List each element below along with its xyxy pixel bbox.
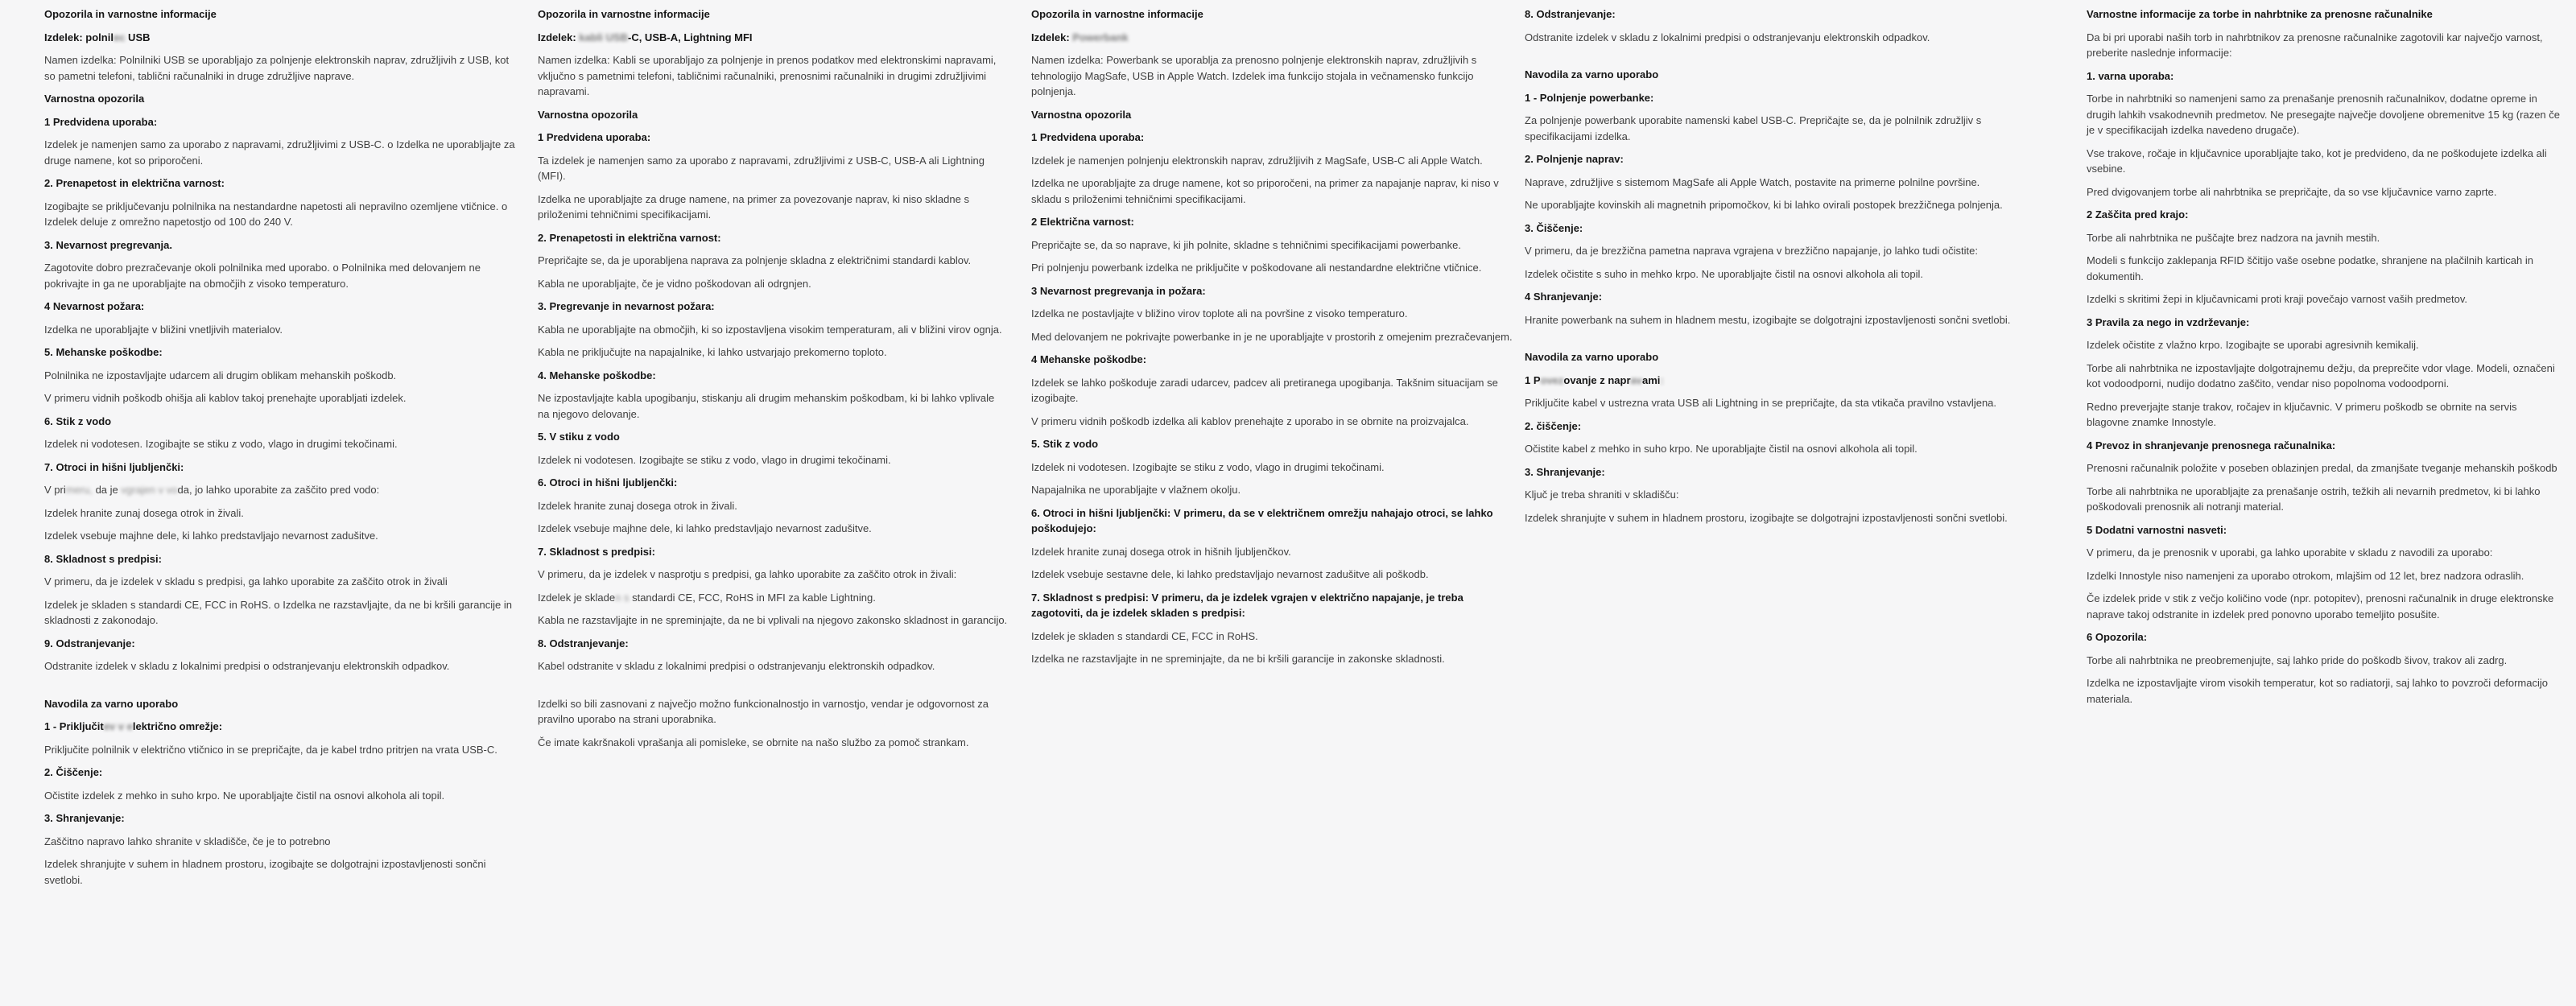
paragraph: Izdelek vsebuje majhne dele, ki lahko predstavljajo nevarnost zadušitve. <box>44 530 378 542</box>
section-heading: 2 Električna varnost: <box>1031 216 1134 228</box>
section-heading: 3. Pregrevanje in nevarnost požara: <box>538 300 715 312</box>
paragraph: V primeru, da je izdelek v skladu s predpisi, ga lahko uporabite za zaščito otrok in živali <box>44 575 448 588</box>
paragraph: V primeru, da je izdelek v nasprotju s predpisi, ga lahko uporabite za zaščito otrok in živali: <box>538 568 957 580</box>
section-heading: Navodila za varno uporabo <box>44 697 179 710</box>
section-heading: Varnostne informacije za torbe in nahrbtnike za prenosne računalnike <box>2087 8 2433 20</box>
faded-text: ev v e <box>103 720 133 732</box>
paragraph: Torbe ali nahrbtnika ne uporabljajte za prenašanje ostrih, težkih ali nevarnih predmetov, ki bi lahko poškodovali prenosnik ali notranji material. <box>2087 484 2541 513</box>
paragraph: Izdelek shranjujte v suhem in hladnem prostoru, izogibajte se dolgotrajni izpostavljenosti sončni svetlobi. <box>44 858 486 886</box>
section-heading: 5. Stik z vodo <box>1031 438 1099 450</box>
section-heading: Varnostna opozorila <box>538 108 638 121</box>
paragraph: Torbe ali nahrbtnika ne puščajte brez nadzora na javnih mestih. <box>2087 231 2380 244</box>
paragraph: V primeru, da je prenosnik v uporabi, ga lahko uporabite v skladu z navodili za uporabo: <box>2087 546 2493 559</box>
paragraph: Prepričajte se, da je uporabljena naprava za polnjenje skladna z električnimi standardi kablov. <box>538 254 972 266</box>
paragraph: Pri polnjenju powerbank izdelka ne priključite v poškodovane ali nestandardne električne vtičnice. <box>1031 262 1482 274</box>
column-polnilec-usb <box>44 6 515 895</box>
paragraph: Zagotovite dobro prezračevanje okoli polnilnika med uporabo. o Polnilnika med delovanjem ne pokrivajte in ga ne uporabljajte na območjih z visoko temperaturo. <box>44 262 481 290</box>
section-heading: 3. Čiščenje: <box>1525 221 1583 234</box>
faded-text: : <box>1660 373 1664 386</box>
section-heading: 1. varna uporaba: <box>2087 69 2174 82</box>
paragraph: Izdelek je skladen s standardi CE, FCC, RoHS in MFI za kable Lightning. <box>538 591 876 604</box>
section-heading: 6 Opozorila: <box>2087 631 2148 643</box>
paragraph: Redno preverjajte stanje trakov, ročajev in ključavnic. V primeru poškodb se obrnite na servis blagovne znamke Innostyle. <box>2087 400 2517 428</box>
paragraph: Če izdelek pride v stik z večjo količino vode (npr. potopitev), prenosni računalnik in druge elektronske naprave takoj odstranite in izdelek pred ponovno uporabo temeljito posušite. <box>2087 592 2554 621</box>
paragraph: Izdelek vsebuje sestavne dele, ki lahko predstavljajo nevarnost zadušitve ali poškodb. <box>1031 568 1429 580</box>
paragraph: Med delovanjem ne pokrivajte powerbanke in je ne uporabljajte v prostorih z omejenim prezračevanjem. <box>1031 330 1513 343</box>
section-heading: 7. Otroci in hišni ljubljenčki: <box>44 460 184 473</box>
spacer <box>44 682 515 696</box>
paragraph: Prenosni računalnik položite v poseben oblazinjen predal, da zmanjšate tveganje mehanskih poškodb <box>2087 462 2557 474</box>
paragraph: Očistite kabel z mehko in suho krpo. Ne uporabljajte čistil na osnovi alkohola ali topil. <box>1525 443 1918 455</box>
column-torbe-nahrbtniki <box>2087 6 2562 714</box>
paragraph: Izdelek hranite zunaj dosega otrok in živali. <box>44 506 244 519</box>
section-heading: 3 Pravila za nego in vzdrževanje: <box>2087 315 2250 328</box>
paragraph: V primeru, da je brezžična pametna naprava vgrajena v brezžično napajanje, jo lahko tudi očistite: <box>1525 245 1978 257</box>
paragraph: Izdelek se lahko poškoduje zaradi udarcev, padcev ali pretiranega upogibanja. Takšnim situacijam se izogibajte. <box>1031 376 1498 404</box>
section-heading: Varnostna opozorila <box>44 93 145 105</box>
paragraph: Prepričajte se, da so naprave, ki jih polnite, skladne s tehničnimi specifikacijami powerbanke. <box>1031 238 1461 251</box>
paragraph: Kabel odstranite v skladu z lokalnimi predpisi o odstranjevanju elektronskih odpadkov. <box>538 660 935 672</box>
section-heading: 6. Stik z vodo <box>44 414 112 427</box>
section-heading: 4 Mehanske poškodbe: <box>1031 353 1147 365</box>
paragraph: Namen izdelka: Kabli se uporabljajo za polnjenje in prenos podatkov med elektronskimi napravami, vključno s pametnimi telefoni, tabličnimi računalniki, prenosnimi računalniki in drugimi združljivimi napravami. <box>538 54 997 97</box>
section-heading: 6. Otroci in hišni ljubljenčki: V primeru, da se v električnem omrežju nahajajo otroci, se lahko poškodujejo: <box>1031 506 1493 534</box>
paragraph: Kabla ne priključujte na napajalnike, ki lahko ustvarjajo prekomerno toploto. <box>538 346 887 358</box>
section-heading: 2 Zaščita pred krajo: <box>2087 208 2189 221</box>
paragraph: Izdelek očistite s suho in mehko krpo. Ne uporabljajte čistil na osnovi alkohola ali topil. <box>1525 267 1923 280</box>
paragraph: Kabla ne uporabljajte na območjih, ki so izpostavljena visokim temperaturam, ali v bližini virov ognja. <box>538 323 1002 336</box>
section-heading: 2. Čiščenje: <box>44 766 103 778</box>
paragraph: Za polnjenje powerbank uporabite namenski kabel USB-C. Prepričajte se, da je polnilnik združljiv s specifikacijami izdelka. <box>1525 114 1982 142</box>
section-heading: 3. Shranjevanje: <box>44 812 125 824</box>
paragraph: Odstranite izdelek v skladu z lokalnimi predpisi o odstranjevanju elektronskih odpadkov. <box>44 660 450 672</box>
section-heading: 7. Skladnost s predpisi: V primeru, da je izdelek vgrajen v električno napajanje, je treba zagotoviti, da je izdelek skladen s predpisi: <box>1031 591 1463 619</box>
paragraph: Zaščitno napravo lahko shranite v skladišče, če je to potrebno <box>44 835 331 847</box>
section-heading: 2. čiščenje: <box>1525 419 1582 432</box>
paragraph: Polnilnika ne izpostavljajte udarcem ali drugim oblikam mehanskih poškodb. <box>44 369 397 381</box>
section-heading: 1 - Priključitev v električno omrežje: <box>44 720 223 732</box>
paragraph: Torbe ali nahrbtnika ne preobremenjujte, saj lahko pride do poškodb šivov, trakov ali zadrg. <box>2087 653 2508 666</box>
section-heading: Opozorila in varnostne informacije <box>44 8 217 20</box>
paragraph: Če imate kakršnakoli vprašanja ali pomisleke, se obrnite na našo službo za pomoč strankam. <box>538 736 969 748</box>
faded-text: av <box>1630 373 1642 386</box>
section-heading: 8. Odstranjevanje: <box>538 637 629 649</box>
paragraph: Izdelka ne postavljajte v bližino virov toplote ali na površine z visoko temperaturo. <box>1031 307 1408 320</box>
paragraph: Napajalnika ne uporabljajte v vlažnem okolju. <box>1031 484 1241 496</box>
section-heading: 1 Predvidena uporaba: <box>538 131 651 143</box>
faded-text: Powerbank <box>1072 31 1129 43</box>
paragraph: Izdelek vsebuje majhne dele, ki lahko predstavljajo nevarnost zadušitve. <box>538 522 872 534</box>
section-heading: 5. V stiku z vodo <box>538 431 620 443</box>
section-heading: 4. Mehanske poškodbe: <box>538 369 656 381</box>
section-heading: 1 Predvidena uporaba: <box>44 115 158 128</box>
section-heading: 3. Shranjevanje: <box>1525 465 1605 478</box>
column-kabli <box>538 6 1009 757</box>
paragraph: Namen izdelka: Powerbank se uporablja za prenosno polnjenje elektronskih naprav, združljivih s tehnologijo MagSafe, USB in Apple Watch. Izdelek ima funkcijo stojala in večnamensko funkcijo polnjenja. <box>1031 54 1477 97</box>
paragraph: V primeru vidnih poškodb ohišja ali kablov takoj prenehajte uporabljati izdelek. <box>44 392 407 404</box>
paragraph: Izdelek je skladen s standardi CE, FCC in RoHS. <box>1031 629 1258 642</box>
paragraph: Priključite kabel v ustrezna vrata USB ali Lightning in se prepričajte, da sta vtikača pravilno vstavljena. <box>1525 397 1997 409</box>
paragraph: Izogibajte se priključevanju polnilnika na nestandardne napetosti ali nepravilno ozemljene vtičnice. o Izdelek deluje z omrežno napetostjo od 100 do 240 V. <box>44 200 508 228</box>
section-heading: 4 Shranjevanje: <box>1525 291 1603 303</box>
section-heading: 2. Prenapetosti in električna varnost: <box>538 231 721 244</box>
paragraph: Kabla ne uporabljajte, če je vidno poškodovan ali odrgnjen. <box>538 277 811 290</box>
paragraph: Ključ je treba shraniti v skladišču: <box>1525 489 1679 501</box>
paragraph: Izdelka ne uporabljajte v bližini vnetljivih materialov. <box>44 323 283 336</box>
paragraph: Izdelka ne izpostavljajte virom visokih temperatur, kot so radiatorji, saj lahko to povzroči deformacijo materiala. <box>2087 677 2548 705</box>
section-heading: 2. Polnjenje naprav: <box>1525 153 1624 165</box>
spacer <box>1525 52 2040 67</box>
paragraph: Izdelka ne uporabljajte za druge namene, kot so priporočeni, na primer za napajanje naprav, ki niso v skladu s priloženimi tehničnimi specifikacijami. <box>1031 177 1499 205</box>
section-heading: 4 Nevarnost požara: <box>44 300 145 312</box>
section-heading: 5. Mehanske poškodbe: <box>44 346 163 358</box>
paragraph: V primeru, da je vgrajen v voda, jo lahko uporabite za zaščito pred vodo: <box>44 484 380 496</box>
paragraph: Izdelek hranite zunaj dosega otrok in živali. <box>538 499 737 512</box>
column-powerbank-navodila <box>1525 6 2040 533</box>
paragraph: Izdelek shranjujte v suhem in hladnem prostoru, izogibajte se dolgotrajni izpostavljenosti sončni svetlobi. <box>1525 511 2008 524</box>
paragraph: Izdelek je namenjen polnjenju elektronskih naprav, združljivih z MagSafe, USB-C ali Apple Watch. <box>1031 154 1483 167</box>
section-heading: 3. Nevarnost pregrevanja. <box>44 238 172 251</box>
section-heading: 2. Prenapetost in električna varnost: <box>44 177 225 189</box>
section-heading: Izdelek: Powerbank <box>1031 31 1129 43</box>
paragraph: Izdelka ne uporabljajte za druge namene, na primer za povezovanje naprav, ki niso skladne s priloženimi tehničnimi specifikacijami. <box>538 192 969 221</box>
paragraph: Izdelek očistite z vlažno krpo. Izogibajte se uporabi agresivnih kemikalij. <box>2087 339 2419 351</box>
section-heading: 6. Otroci in hišni ljubljenčki: <box>538 476 678 489</box>
paragraph: Torbe ali nahrbtnika ne izpostavljajte dolgotrajnemu dežju, da preprečite vdor vlage. Modeli, označeni kot vodoodporni, nudijo dodatno zaščito, vendar niso popolnoma vodoodporni. <box>2087 361 2555 390</box>
faded-text: vgrajen v vo <box>121 484 178 496</box>
section-heading: 5 Dodatni varnostni nasveti: <box>2087 523 2227 536</box>
paragraph: Ne uporabljajte kovinskih ali magnetnih pripomočkov, ki bi lahko ovirali postopek brezžičnega polnjenja. <box>1525 199 2003 211</box>
paragraph: Hranite powerbank na suhem in hladnem mestu, izogibajte se dolgotrajni izpostavljenosti sončni svetlobi. <box>1525 313 2011 326</box>
section-heading: 1 Predvidena uporaba: <box>1031 131 1145 143</box>
section-heading: 1 Povezovanje z napravami: <box>1525 373 1664 386</box>
paragraph: Modeli s funkcijo zaklepanja RFID ščitijo vaše osebne podatke, shranjene na plačilnih karticah in dokumentih. <box>2087 254 2533 282</box>
paragraph: Očistite izdelek z mehko in suho krpo. Ne uporabljajte čistil na osnovi alkohola ali topil. <box>44 789 445 802</box>
paragraph: Izdelki s skritimi žepi in ključavnicami proti kraji povečajo varnost vaših predmetov. <box>2087 293 2467 305</box>
paragraph: Naprave, združljive s sistemom MagSafe ali Apple Watch, postavite na primerne polnilne površine. <box>1525 175 1980 188</box>
paragraph: Odstranite izdelek v skladu z lokalnimi predpisi o odstranjevanju elektronskih odpadkov. <box>1525 31 1930 43</box>
section-heading: 7. Skladnost s predpisi: <box>538 545 655 558</box>
section-heading: 8. Skladnost s predpisi: <box>44 552 162 565</box>
section-heading: 3 Nevarnost pregrevanja in požara: <box>1031 284 1206 297</box>
paragraph: Priključite polnilnik v električno vtičnico in se prepričajte, da je kabel trdno pritrjen na vrata USB-C. <box>44 743 497 756</box>
section-heading: Navodila za varno uporabo <box>1525 351 1659 363</box>
paragraph: Izdelek ni vodotesen. Izogibajte se stiku z vodo, vlago in drugimi tekočinami. <box>44 438 398 450</box>
section-heading: 1 - Polnjenje powerbanke: <box>1525 91 1654 104</box>
paragraph: Izdelek je namenjen samo za uporabo z napravami, združljivimi z USB-C. o Izdelka ne uporabljajte za druge namene, kot so priporočeni. <box>44 138 515 167</box>
paragraph: Izdelek je skladen s standardi CE, FCC in RoHS. o Izdelka ne razstavljajte, da ne bi kršili garancije in skladnosti z zakonodajo. <box>44 598 512 626</box>
spacer <box>1525 335 2040 349</box>
paragraph: Ne izpostavljajte kabla upogibanju, stiskanju ali drugim mehanskim poškodbam, ki bi lahko vplivale na njegovo delovanje. <box>538 392 995 420</box>
paragraph: Izdelki Innostyle niso namenjeni za uporabo otrokom, mlajšim od 12 let, brez nadzora odraslih. <box>2087 569 2524 582</box>
section-heading: 9. Odstranjevanje: <box>44 637 135 649</box>
section-heading: 4 Prevoz in shranjevanje prenosnega računalnika: <box>2087 439 2336 451</box>
section-heading: Izdelek: kabli USB-C, USB-A, Lightning MFI <box>538 31 753 43</box>
paragraph: Torbe in nahrbtniki so namenjeni samo za prenašanje prenosnih računalnikov, dodatne opreme in drugih lahkih vsakodnevnih predmetov. Ne presegajte največje dovoljene obremenitve 15 kg (razen če je v specifikacijah izdelka navedeno drugače). <box>2087 93 2560 136</box>
section-heading: Varnostna opozorila <box>1031 108 1132 121</box>
faded-text: ec <box>113 31 126 43</box>
paragraph: Kabla ne razstavljajte in ne spreminjajte, da ne bi vplivali na njegovo zakonsko skladnost in garancijo. <box>538 614 1008 626</box>
paragraph: Izdelka ne razstavljajte in ne spreminjajte, da ne bi kršili garancije in zakonske skladnosti. <box>1031 653 1445 665</box>
paragraph: Vse trakove, ročaje in ključavnice uporabljajte tako, kot je predvideno, da ne poškodujete izdelka ali vsebine. <box>2087 146 2547 175</box>
column-powerbank <box>1031 6 1514 674</box>
paragraph: V primeru vidnih poškodb izdelka ali kablov prenehajte z uporabo in se obrnite na proizvajalca. <box>1031 414 1469 427</box>
section-heading: Izdelek: polnilec USB <box>44 31 151 43</box>
paragraph: Izdelek ni vodotesen. Izogibajte se stiku z vodo, vlago in drugimi tekočinami. <box>538 453 891 466</box>
faded-text: kabli USB <box>579 31 628 43</box>
faded-text: ovez <box>1540 373 1564 386</box>
paragraph: Pred dvigovanjem torbe ali nahrbtnika se prepričajte, da so vse ključavnice varno zaprte. <box>2087 185 2497 198</box>
spacer <box>538 682 1009 696</box>
section-heading: Opozorila in varnostne informacije <box>538 8 710 20</box>
section-heading: Navodila za varno uporabo <box>1525 68 1659 80</box>
faded-text: n s <box>615 591 630 604</box>
paragraph: Namen izdelka: Polnilniki USB se uporabljajo za polnjenje elektronskih naprav, združljivih z USB, kot so pametni telefoni, tablični računalniki in druge združljive naprave. <box>44 54 510 82</box>
paragraph: Da bi pri uporabi naših torb in nahrbtnikov za prenosne računalnike zagotovili kar največjo varnost, preberite naslednje informacije: <box>2087 31 2543 59</box>
faded-text: meru, <box>65 484 93 496</box>
paragraph: Izdelek ni vodotesen. Izogibajte se stiku z vodo, vlago in drugimi tekočinami. <box>1031 460 1385 473</box>
section-heading: 8. Odstranjevanje: <box>1525 8 1616 20</box>
section-heading: Opozorila in varnostne informacije <box>1031 8 1203 20</box>
paragraph: Izdelek hranite zunaj dosega otrok in hišnih ljubljenčkov. <box>1031 545 1291 558</box>
paragraph: Izdelki so bili zasnovani z največjo možno funkcionalnostjo in varnostjo, vendar je odgovornost za pravilno uporabo na strani uporabnika. <box>538 697 989 725</box>
paragraph: Ta izdelek je namenjen samo za uporabo z napravami, združljivimi z USB-C, USB-A ali Lightning (MFI). <box>538 154 985 182</box>
